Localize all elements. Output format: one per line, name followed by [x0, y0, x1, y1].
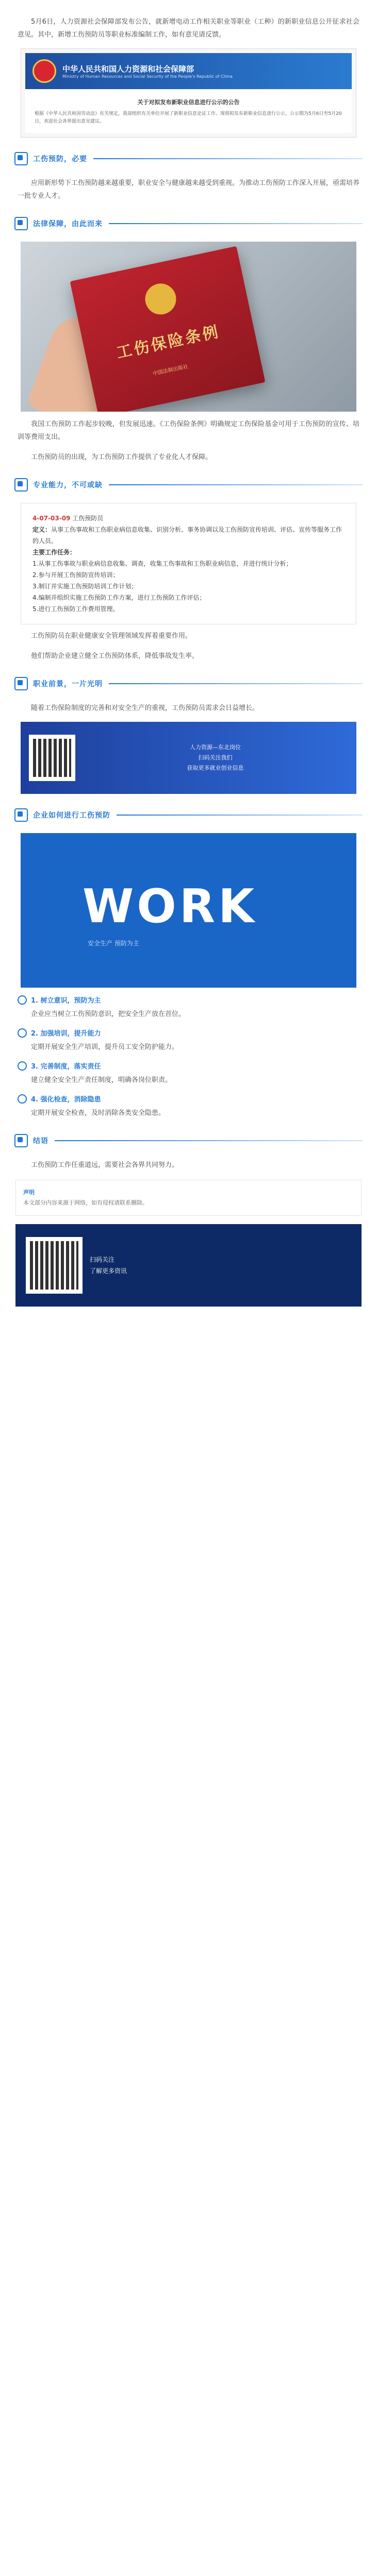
qr-caption: 扫码关注 — [90, 1256, 115, 1263]
section-title: 法律保障，由此而来 — [33, 220, 103, 228]
task-item: 3.制订并实施工伤预防培训工作计划； — [32, 583, 138, 590]
gov-subtitle: Ministry of Human Resources and Social Security of the People's Republic of China — [62, 74, 233, 79]
national-emblem-icon — [32, 59, 56, 83]
job-name: 工伤预防员 — [72, 515, 104, 522]
tip-title: 1. 树立意识，预防为主 — [31, 997, 101, 1005]
section-header-3 — [14, 473, 363, 497]
work-word: WORK — [83, 879, 257, 934]
tip-bullet-icon — [18, 995, 27, 1005]
tip-item — [18, 1061, 359, 1087]
tip-item — [18, 1028, 359, 1054]
section-icon — [14, 217, 28, 230]
intro-text: 5月6日，人力资源社会保障部发布公告，就新增电动工作相关职业等职业（工种）的新职业信息公开征求社会意见。其中，新增工伤预防员等职业标准编制工作，如有意见请反馈。 — [18, 18, 359, 39]
section-divider — [93, 158, 363, 159]
qr-code-icon[interactable] — [29, 735, 75, 781]
job-code: 4-07-03-09 — [32, 515, 71, 522]
disclaimer-label: 声明 — [23, 1189, 35, 1196]
section3-text: 工伤预防员在职业健康安全管理领域发挥着重要作用。 他们帮助企业建立健全工伤预防体系，降低事故发生率。 — [31, 632, 199, 660]
tip-text: 定期开展安全检查，及时消除各类安全隐患。 — [31, 1109, 166, 1117]
qr-code-icon[interactable] — [26, 1237, 83, 1294]
section-header-5 — [14, 803, 363, 827]
book-publisher: 中国法制出版社 — [152, 364, 189, 377]
section-title: 结语 — [33, 1137, 48, 1145]
definition-text: 从事工伤事故和工伤职业病信息收集、识别分析、事务协调以及工伤预防宣传培训、评估、宣传等服务工作的人员。 — [32, 526, 342, 545]
section-divider — [109, 683, 363, 684]
section-divider — [109, 484, 363, 485]
section2-text: 我国工伤预防工作起步较晚，但发展迅速。《工伤保险条例》明确规定工伤保险基金可用于工伤预防的宣传、培训等费用支出。 工伤预防员的出现，为工伤预防工作提供了专业化人才保障。 — [18, 420, 359, 461]
tip-text: 企业应当树立工伤预防意识，把安全生产放在首位。 — [31, 1010, 186, 1018]
section-title: 企业如何进行工伤预防 — [33, 811, 110, 820]
recruit-line: 获取更多就业创业信息 — [187, 765, 244, 771]
book-title: 工伤保险条例 — [114, 323, 222, 363]
tip-title: 3. 完善制度，落实责任 — [31, 1063, 101, 1071]
gov-doc-body: 根据《中华人民共和国劳动法》有关规定，我部组织有关单位开展了新职业信息论证工作。现将拟发布新职业信息进行公示，公示期为5月6日至5月20日，欢迎社会各界提出意见建议。 — [35, 111, 342, 124]
task-item: 1.从事工伤事故与职业病信息收集、调查，收集工伤事故和工伤职业病信息，并进行统计分析； — [32, 560, 292, 567]
task-item: 5.进行工伤预防工作费用管理。 — [32, 605, 119, 613]
spacer — [0, 1322, 377, 2576]
section-divider — [109, 223, 363, 224]
definition-label: 定义： — [32, 526, 52, 533]
section-icon — [14, 478, 28, 492]
section-title: 专业能力，不可或缺 — [33, 481, 103, 489]
book-image — [70, 246, 266, 412]
job-definition-box — [21, 503, 356, 624]
work-subtitle: 安全生产 预防为主 — [88, 940, 139, 947]
section1-text: 应用新形势下工伤预防越来越重要，职业安全与健康越来越受到重视。为推动工伤预防工作深入开展，亟需培养一批专业人才。 — [18, 179, 360, 200]
section-header-6 — [14, 1129, 363, 1153]
intro-paragraph — [0, 15, 377, 41]
tip-text: 建立健全安全生产责任制度，明确各岗位职责。 — [31, 1076, 172, 1084]
disclaimer-text: 本文部分内容来源于网络，如有侵权请联系删除。 — [23, 1199, 148, 1206]
tip-item — [18, 1094, 359, 1120]
qr-caption: 了解更多资讯 — [90, 1267, 127, 1275]
tip-bullet-icon — [18, 1094, 27, 1104]
gov-banner — [25, 53, 352, 89]
section-icon — [14, 808, 28, 822]
gov-doc-title: 关于对拟发布新职业信息进行公示的公告 — [137, 99, 240, 106]
recruit-line: 扫码关注我们 — [198, 754, 233, 761]
tip-item — [18, 995, 359, 1021]
section-header-4 — [14, 672, 363, 696]
tip-title: 2. 加强培训，提升能力 — [31, 1030, 101, 1038]
gov-document — [25, 89, 352, 133]
section-header-2 — [14, 212, 363, 235]
tasks-label: 主要工作任务： — [32, 549, 76, 556]
recruit-banner — [21, 722, 356, 794]
section-icon — [14, 152, 28, 165]
task-item: 4.编制并组织实施工伤预防工作方案，进行工伤预防工作评估； — [32, 594, 206, 601]
recruit-title: 人力资源—东北岗位 — [190, 744, 241, 751]
work-image — [21, 833, 356, 988]
section-icon — [14, 1134, 28, 1147]
section-title: 职业前景，一片光明 — [33, 680, 103, 688]
gov-screenshot — [21, 48, 356, 138]
tip-title: 4. 强化检查，消除隐患 — [31, 1096, 101, 1104]
section-title: 工伤预防，必要 — [33, 155, 87, 163]
bottom-qr-banner — [15, 1224, 362, 1307]
book-photo — [21, 242, 356, 412]
section-divider — [55, 1140, 363, 1141]
book-emblem-icon — [142, 281, 179, 317]
section6-text: 工伤预防工作任重道远，需要社会各界共同努力。 — [31, 1161, 179, 1169]
task-item: 2.参与开展工伤预防宣传培训； — [32, 571, 119, 579]
gov-title: 中华人民共和国人力资源和社会保障部 — [62, 64, 194, 74]
tip-bullet-icon — [18, 1061, 27, 1071]
tip-text: 定期开展安全生产培训，提升员工安全防护能力。 — [31, 1043, 179, 1051]
tip-bullet-icon — [18, 1028, 27, 1038]
disclaimer-box — [15, 1180, 362, 1216]
section-icon — [14, 677, 28, 690]
section4-text: 随着工伤保险制度的完善和对安全生产的重视，工伤预防员需求会日益增长。 — [31, 704, 259, 712]
section-header-1 — [14, 147, 363, 171]
section-divider — [117, 815, 363, 816]
